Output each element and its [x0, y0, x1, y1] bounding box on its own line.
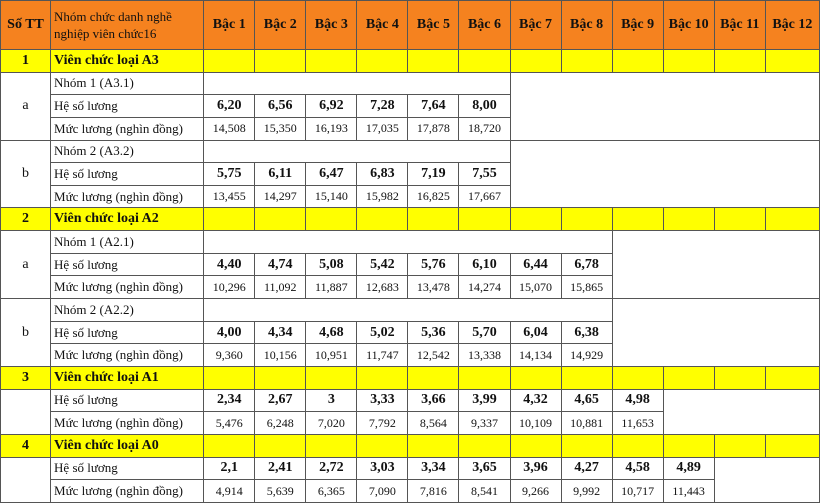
wage-value: 17,878 [408, 117, 459, 140]
wage-value: 10,717 [612, 480, 663, 503]
coefficient-value: 8,00 [459, 95, 510, 118]
group-name: Nhóm 2 (A2.2) [51, 299, 204, 322]
coefficient-value: 7,64 [408, 95, 459, 118]
coefficient-value: 5,76 [408, 253, 459, 276]
wage-value: 16,193 [306, 117, 357, 140]
coefficient-value: 6,44 [510, 253, 561, 276]
coefficient-value: 3,99 [459, 389, 510, 412]
category-cell [765, 434, 819, 457]
empty-cell [204, 140, 510, 163]
coefficient-value: 6,83 [357, 163, 408, 186]
category-cell [561, 366, 612, 389]
coefficient-value: 3,66 [408, 389, 459, 412]
coefficient-value: 6,11 [255, 163, 306, 186]
category-cell [561, 50, 612, 73]
category-cell [408, 50, 459, 73]
coefficient-value: 6,04 [510, 321, 561, 344]
header-stt: Số TT [1, 1, 51, 50]
category-title: Viên chức loại A0 [51, 434, 204, 457]
category-cell [408, 434, 459, 457]
coefficient-value: 5,75 [204, 163, 255, 186]
category-cell [612, 208, 663, 231]
wage-value: 14,929 [561, 344, 612, 367]
coefficient-value: 4,34 [255, 321, 306, 344]
wage-value: 6,248 [255, 412, 306, 435]
coefficient-value: 3,33 [357, 389, 408, 412]
coefficient-value: 6,92 [306, 95, 357, 118]
wage-value: 14,297 [255, 185, 306, 208]
empty-cell [714, 457, 819, 502]
wage-value: 9,360 [204, 344, 255, 367]
category-cell [510, 50, 561, 73]
wage-value: 16,825 [408, 185, 459, 208]
group-name: Nhóm 2 (A3.2) [51, 140, 204, 163]
wage-value: 10,109 [510, 412, 561, 435]
header-name: Nhóm chức danh nghề nghiệp viên chức16 [51, 1, 204, 50]
group-index [1, 389, 51, 434]
wage-value: 13,478 [408, 276, 459, 299]
wage-value: 9,337 [459, 412, 510, 435]
coefficient-value: 4,68 [306, 321, 357, 344]
wage-value: 10,156 [255, 344, 306, 367]
coefficient-value: 4,58 [612, 457, 663, 480]
empty-cell [612, 299, 819, 367]
category-cell [663, 50, 714, 73]
coefficient-label: Hệ số lương [51, 95, 204, 118]
coefficient-label: Hệ số lương [51, 163, 204, 186]
category-cell [510, 434, 561, 457]
category-cell [561, 434, 612, 457]
wage-value: 15,865 [561, 276, 612, 299]
wage-value: 7,792 [357, 412, 408, 435]
wage-label: Mức lương (nghìn đồng) [51, 412, 204, 435]
wage-value: 11,092 [255, 276, 306, 299]
category-cell [255, 50, 306, 73]
header-level: Bậc 3 [306, 1, 357, 50]
coefficient-value: 6,38 [561, 321, 612, 344]
wage-label: Mức lương (nghìn đồng) [51, 185, 204, 208]
category-cell [204, 208, 255, 231]
group-name: Nhóm 1 (A2.1) [51, 231, 204, 254]
wage-value: 5,476 [204, 412, 255, 435]
coefficient-value: 3,65 [459, 457, 510, 480]
category-cell [306, 434, 357, 457]
header-level: Bậc 12 [765, 1, 819, 50]
category-cell [765, 50, 819, 73]
category-cell [306, 50, 357, 73]
wage-value: 5,639 [255, 480, 306, 503]
wage-value: 15,070 [510, 276, 561, 299]
header-level: Bậc 5 [408, 1, 459, 50]
group-name-row [1, 72, 820, 95]
coefficient-value: 6,78 [561, 253, 612, 276]
category-cell [459, 366, 510, 389]
coefficient-value: 5,42 [357, 253, 408, 276]
wage-value: 10,951 [306, 344, 357, 367]
wage-value: 10,296 [204, 276, 255, 299]
empty-cell [204, 72, 510, 95]
coefficient-value: 2,1 [204, 457, 255, 480]
category-cell [357, 208, 408, 231]
category-cell [612, 50, 663, 73]
wage-value: 13,338 [459, 344, 510, 367]
category-cell [561, 208, 612, 231]
header-level: Bậc 9 [612, 1, 663, 50]
category-title: Viên chức loại A2 [51, 208, 204, 231]
header-level: Bậc 1 [204, 1, 255, 50]
group-index [1, 457, 51, 502]
header-row [1, 1, 820, 50]
category-row [1, 434, 820, 457]
wage-value: 8,564 [408, 412, 459, 435]
group-name-row [1, 231, 820, 254]
wage-value: 13,455 [204, 185, 255, 208]
category-cell [714, 50, 765, 73]
category-number: 1 [1, 50, 51, 73]
coefficient-value: 4,98 [612, 389, 663, 412]
wage-value: 11,653 [612, 412, 663, 435]
coefficient-value: 6,47 [306, 163, 357, 186]
category-number: 3 [1, 366, 51, 389]
group-index: b [1, 299, 51, 367]
coefficient-value: 6,20 [204, 95, 255, 118]
wage-label: Mức lương (nghìn đồng) [51, 117, 204, 140]
empty-cell [510, 72, 820, 140]
header-level: Bậc 8 [561, 1, 612, 50]
header-level: Bậc 2 [255, 1, 306, 50]
category-row [1, 208, 820, 231]
header-level: Bậc 6 [459, 1, 510, 50]
group-name-row [1, 299, 820, 322]
category-cell [714, 434, 765, 457]
coefficient-value: 2,41 [255, 457, 306, 480]
wage-value: 6,365 [306, 480, 357, 503]
coefficient-value: 5,70 [459, 321, 510, 344]
wage-value: 14,134 [510, 344, 561, 367]
coefficient-label: Hệ số lương [51, 389, 204, 412]
category-cell [306, 366, 357, 389]
empty-cell [510, 140, 820, 208]
category-cell [663, 366, 714, 389]
category-cell [204, 50, 255, 73]
category-cell [408, 208, 459, 231]
wage-value: 18,720 [459, 117, 510, 140]
coefficient-value: 5,36 [408, 321, 459, 344]
wage-value: 14,274 [459, 276, 510, 299]
empty-cell [204, 231, 612, 254]
coefficient-row [1, 457, 820, 480]
category-cell [663, 208, 714, 231]
wage-value: 8,541 [459, 480, 510, 503]
category-cell [612, 366, 663, 389]
group-index: a [1, 72, 51, 140]
table-body [1, 50, 820, 503]
coefficient-value: 3,03 [357, 457, 408, 480]
category-row [1, 366, 820, 389]
coefficient-value: 7,28 [357, 95, 408, 118]
coefficient-value: 4,74 [255, 253, 306, 276]
wage-value: 7,816 [408, 480, 459, 503]
empty-cell [204, 299, 612, 322]
wage-value: 7,020 [306, 412, 357, 435]
coefficient-value: 2,72 [306, 457, 357, 480]
coefficient-value: 4,32 [510, 389, 561, 412]
category-cell [714, 366, 765, 389]
category-cell [408, 366, 459, 389]
category-cell [255, 208, 306, 231]
coefficient-value: 6,56 [255, 95, 306, 118]
coefficient-value: 6,10 [459, 253, 510, 276]
wage-label: Mức lương (nghìn đồng) [51, 344, 204, 367]
category-cell [255, 434, 306, 457]
category-cell [204, 434, 255, 457]
coefficient-value: 3,34 [408, 457, 459, 480]
category-cell [459, 50, 510, 73]
wage-value: 15,140 [306, 185, 357, 208]
group-name: Nhóm 1 (A3.1) [51, 72, 204, 95]
header-level: Bậc 11 [714, 1, 765, 50]
coefficient-label: Hệ số lương [51, 321, 204, 344]
wage-value: 9,266 [510, 480, 561, 503]
wage-value: 7,090 [357, 480, 408, 503]
coefficient-value: 4,65 [561, 389, 612, 412]
wage-value: 11,747 [357, 344, 408, 367]
category-cell [459, 208, 510, 231]
empty-cell [663, 389, 819, 434]
category-cell [510, 366, 561, 389]
wage-value: 11,443 [663, 480, 714, 503]
wage-label: Mức lương (nghìn đồng) [51, 480, 204, 503]
coefficient-label: Hệ số lương [51, 457, 204, 480]
category-cell [612, 434, 663, 457]
coefficient-value: 2,67 [255, 389, 306, 412]
category-title: Viên chức loại A3 [51, 50, 204, 73]
category-cell [306, 208, 357, 231]
header-level: Bậc 10 [663, 1, 714, 50]
group-index: b [1, 140, 51, 208]
category-cell [204, 366, 255, 389]
category-cell [765, 366, 819, 389]
category-cell [663, 434, 714, 457]
coefficient-value: 7,55 [459, 163, 510, 186]
wage-value: 12,542 [408, 344, 459, 367]
category-cell [459, 434, 510, 457]
category-cell [255, 366, 306, 389]
coefficient-value: 2,34 [204, 389, 255, 412]
category-cell [765, 208, 819, 231]
wage-value: 15,350 [255, 117, 306, 140]
wage-value: 10,881 [561, 412, 612, 435]
wage-value: 4,914 [204, 480, 255, 503]
header-level: Bậc 4 [357, 1, 408, 50]
category-cell [510, 208, 561, 231]
category-title: Viên chức loại A1 [51, 366, 204, 389]
coefficient-value: 7,19 [408, 163, 459, 186]
wage-value: 17,667 [459, 185, 510, 208]
category-number: 2 [1, 208, 51, 231]
header-level: Bậc 7 [510, 1, 561, 50]
wage-value: 17,035 [357, 117, 408, 140]
wage-value: 9,992 [561, 480, 612, 503]
empty-cell [612, 231, 819, 299]
category-number: 4 [1, 434, 51, 457]
coefficient-value: 4,27 [561, 457, 612, 480]
coefficient-value: 3 [306, 389, 357, 412]
coefficient-row [1, 389, 820, 412]
coefficient-value: 4,40 [204, 253, 255, 276]
coefficient-value: 5,02 [357, 321, 408, 344]
group-name-row [1, 140, 820, 163]
wage-value: 14,508 [204, 117, 255, 140]
coefficient-value: 5,08 [306, 253, 357, 276]
wage-label: Mức lương (nghìn đồng) [51, 276, 204, 299]
group-index: a [1, 231, 51, 299]
coefficient-value: 3,96 [510, 457, 561, 480]
wage-value: 11,887 [306, 276, 357, 299]
wage-row [1, 480, 820, 503]
category-cell [714, 208, 765, 231]
coefficient-label: Hệ số lương [51, 253, 204, 276]
category-cell [357, 366, 408, 389]
coefficient-value: 4,00 [204, 321, 255, 344]
wage-value: 12,683 [357, 276, 408, 299]
coefficient-value: 4,89 [663, 457, 714, 480]
category-row [1, 50, 820, 73]
category-cell [357, 434, 408, 457]
category-cell [357, 50, 408, 73]
wage-value: 15,982 [357, 185, 408, 208]
